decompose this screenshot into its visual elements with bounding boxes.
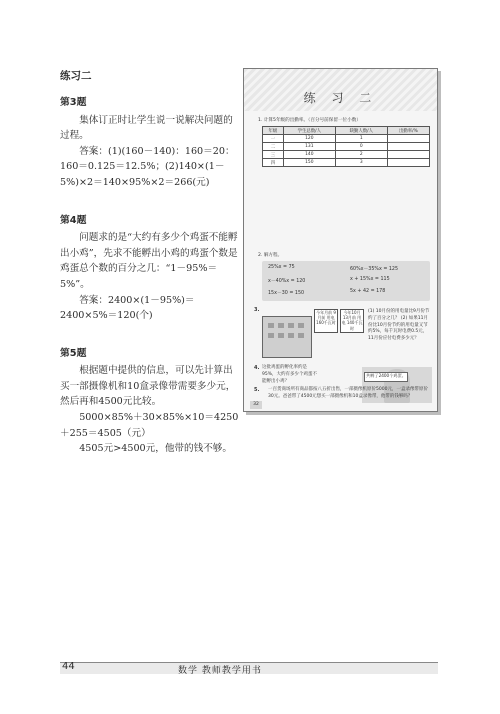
table-cell (387, 159, 429, 167)
table-cell: 1 (335, 135, 387, 143)
left-column (60, 68, 242, 457)
q3-paragraph-2: 答案：(1)(160－140)：160＝20：160＝0.125＝12.5%；(2)140×(1－5%)×2＝140×95%×2＝266(元) (60, 145, 235, 188)
q5-heading: 第5题 (60, 347, 87, 359)
thumb-q5-label: 5. (254, 387, 260, 393)
table-header: 缺勤人数/人 (335, 127, 387, 135)
thumb-q5-text: 一百货商场所有商品都按八五折出售，一部摄像机原价5000元，一盒录像带原价30元。爸爸带了4500元想买一部摄像机和10盒录像带，他带的钱够吗？ (268, 387, 428, 399)
q4-paragraph-1: 问题求的是“大约有多少个鸡蛋不能孵出小鸡”，先求不能孵出小鸡的鸡蛋个数是鸡蛋总个数的百分之几：“1－95%＝5%”。 (60, 232, 238, 290)
thumb-q2: 2. 解方程。 (258, 253, 283, 258)
thumb-q4-label: 4. (254, 365, 260, 371)
sign-october: 今年10月 13月前 用电 140千瓦时 (340, 309, 364, 333)
table-cell: 140 (283, 151, 335, 159)
table-row (263, 143, 430, 151)
footer-book-title: 数学 教师教学用书 (178, 666, 262, 676)
equation: 15x－30 = 150 (268, 291, 305, 296)
table-row (263, 135, 430, 143)
page-number: 44 (62, 661, 75, 672)
q5-paragraph-2: 5000×85%＋30×85%×10＝4250＋255＝4505（元） (60, 412, 239, 439)
q5-paragraph-1: 根据题中提供的信息，可以先计算出买一部摄像机和10盒录像带需要多少元，然后再和4500元比较。 (60, 365, 236, 408)
table-header: 学生总数/人 (283, 127, 335, 135)
egg-count-tag: 共孵了2400个鸡蛋。 (364, 372, 408, 382)
table-cell: 二 (263, 143, 284, 151)
table-header-row (263, 127, 430, 135)
q3-paragraph-1: 集体订正时让学生说一说解决问题的过程。 (60, 114, 233, 142)
table-cell: 四 (263, 159, 284, 167)
table-cell: 120 (283, 135, 335, 143)
table-cell: 三 (263, 151, 284, 159)
thumb-page-number: 32 (250, 401, 262, 409)
table-cell: 0 (335, 143, 387, 151)
table-cell (387, 135, 429, 143)
table-cell: 150 (283, 159, 335, 167)
thumb-q3-label: 3. (254, 307, 260, 313)
equation: 5x + 42 = 178 (350, 289, 386, 294)
q4-paragraph-2: 答案：2400×(1－95%)＝2400×5%＝120(个) (60, 294, 195, 322)
attendance-table (262, 126, 430, 167)
building-illustration (262, 316, 312, 358)
equation: 25%x = 75 (268, 265, 295, 270)
table-cell: 131 (283, 143, 335, 151)
table-cell: 3 (335, 159, 387, 167)
sign-september: 今年月前 9月前 用电 160千瓦时 (314, 309, 338, 333)
table-row (263, 159, 430, 167)
table-cell (387, 143, 429, 151)
equation: x + 15%x = 115 (350, 277, 390, 282)
q5-paragraph-3: 4505元>4500元，他带的钱不够。 (79, 443, 232, 455)
table-header: 年级 (263, 127, 284, 135)
table-cell: 一 (263, 135, 284, 143)
equation: 60%x－35%x = 125 (350, 267, 399, 272)
thumb-q1: 1. 计算5年级的出勤率。（百分号前保留一位小数） (258, 118, 361, 123)
textbook-page-thumbnail (243, 68, 438, 412)
section-title: 练习二 (60, 70, 92, 82)
thumbnail-title: 练 习 二 (303, 91, 378, 105)
table-cell: 2 (335, 151, 387, 159)
thumb-q4-text: 这批鸡蛋的孵化率约是95%，大约有多少个鸡蛋不能孵出小鸡？ (262, 365, 318, 384)
table-header: 出勤率/% (387, 127, 429, 135)
table-cell (387, 151, 429, 159)
q4-heading: 第4题 (60, 214, 87, 226)
thumb-q3-text: (1) 10月份的用电量比9月份节约了百分之几？ (2) 如果11月份比10月份节约的用电量又节约5%，每千瓦时电费0.5元，11月份应付电费多少元？ (368, 309, 430, 341)
table-row (263, 151, 430, 159)
q3-heading: 第3题 (60, 97, 87, 108)
equation-box (262, 261, 430, 301)
equation: x－40%x = 120 (268, 279, 306, 284)
